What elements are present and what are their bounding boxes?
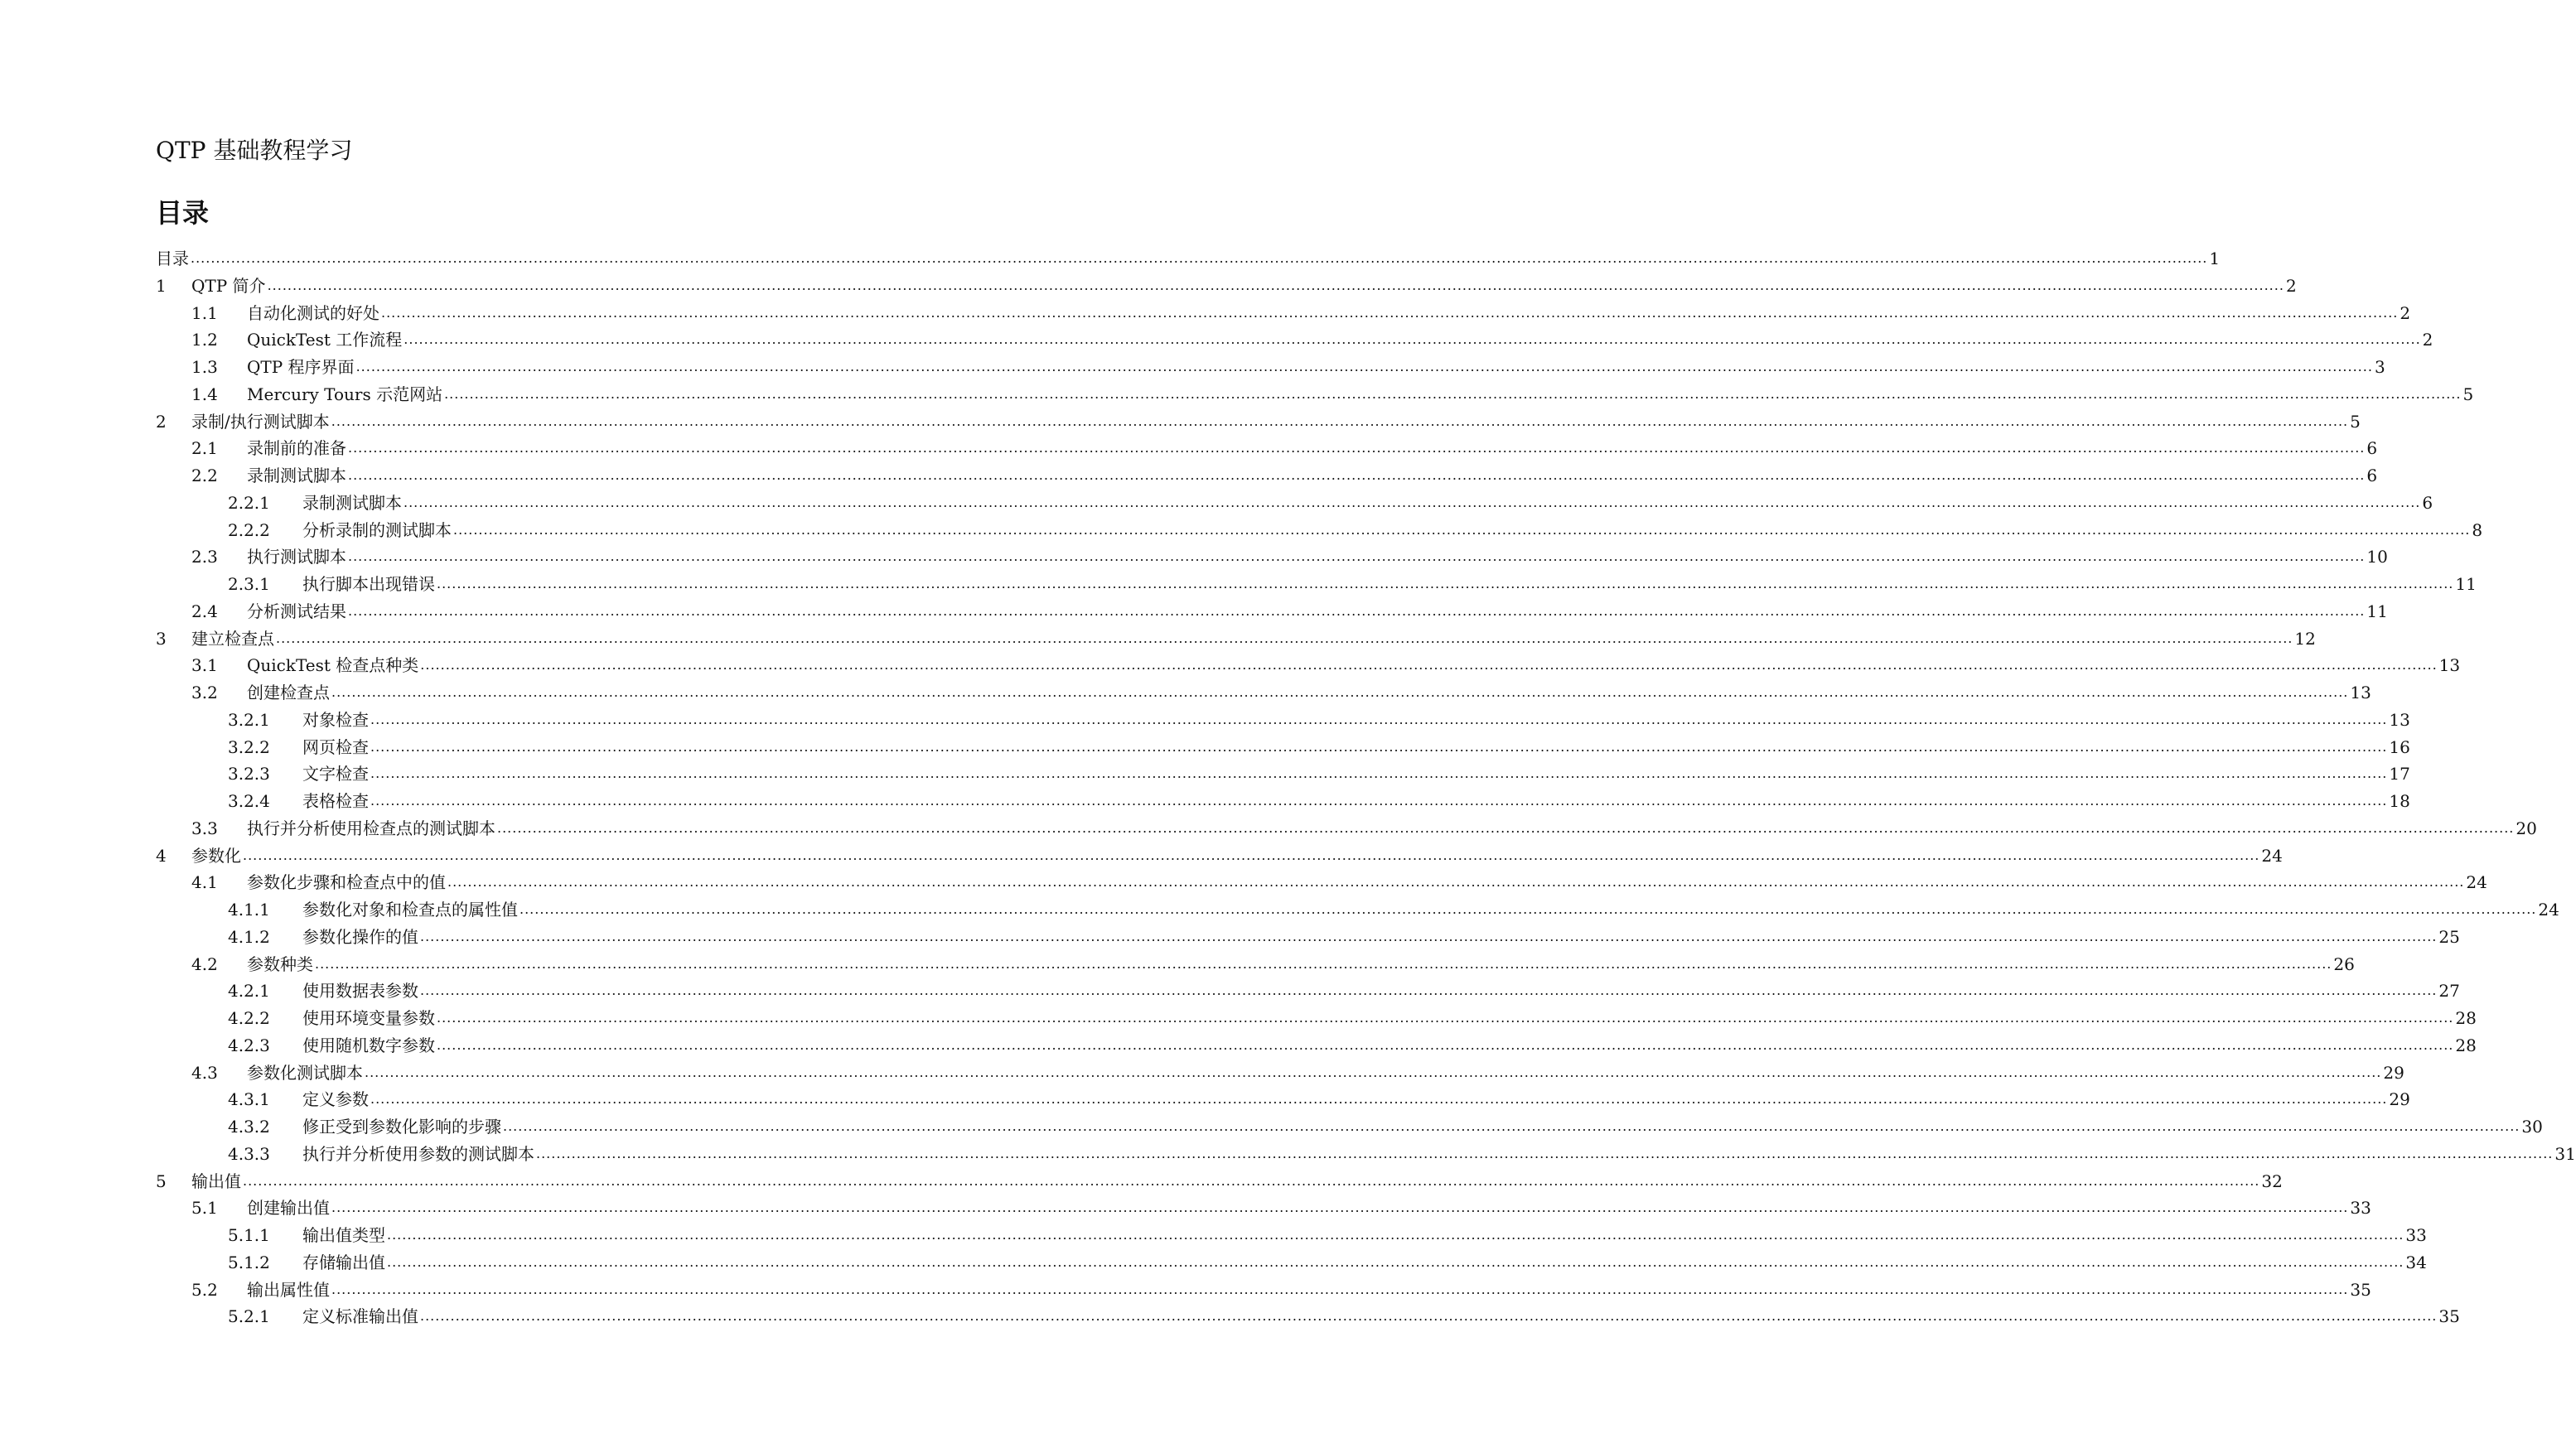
toc-entry[interactable]	[156, 924, 2460, 951]
toc-entry-number: 1	[156, 275, 167, 296]
toc-entry-page-number: 27	[2438, 981, 2460, 1002]
toc-entry[interactable]	[156, 1168, 2283, 1195]
toc-entry-number: 4.1.1	[228, 900, 270, 920]
toc-entry-page-number: 2	[2400, 302, 2411, 323]
toc-entry[interactable]	[156, 734, 2410, 761]
toc-leader-dots: ................................................................................................................................................................................................................................................................................................................................................................................................................	[404, 494, 2421, 510]
toc-entry-number: 2.3	[191, 547, 218, 567]
toc-entry-number: 2	[156, 411, 167, 432]
toc-entry-line	[302, 1222, 2427, 1249]
toc-entry-title: 目录	[156, 245, 189, 273]
toc-entry-page-number: 29	[2383, 1062, 2404, 1083]
toc-entry-title: 存储输出值	[302, 1249, 385, 1277]
toc-entry[interactable]	[156, 326, 2433, 354]
toc-leader-dots: ................................................................................................................................................................................................................................................................................................................................................................................................................	[267, 277, 2284, 293]
toc-entry-number: 1.3	[191, 357, 218, 377]
toc-entry-number: 5.2.1	[228, 1306, 270, 1327]
toc-entry-page-number: 10	[2366, 547, 2388, 567]
toc-entry[interactable]	[156, 408, 2361, 436]
toc-leader-dots: ................................................................................................................................................................................................................................................................................................................................................................................................................	[191, 250, 2208, 266]
toc-leader-dots: ................................................................................................................................................................................................................................................................................................................................................................................................................	[420, 982, 2438, 999]
toc-entry-number: 4.2.3	[228, 1035, 270, 1055]
toc-entry-number: 3.2.1	[228, 709, 270, 730]
toc-entry-line	[191, 1168, 2283, 1195]
toc-entry-title: 录制前的准备	[247, 435, 346, 462]
toc-entry-number: 4.3.2	[228, 1117, 270, 1137]
toc-entry-line	[247, 462, 2378, 490]
toc-entry[interactable]	[156, 1113, 2543, 1141]
toc-entry-page-number: 18	[2389, 791, 2410, 811]
toc-entry-number: 3.3	[191, 818, 218, 838]
toc-entry-page-number: 24	[2261, 845, 2283, 866]
toc-entry-line	[247, 951, 2355, 978]
toc-entry[interactable]	[156, 245, 2221, 273]
toc-entry-page-number: 11	[2455, 574, 2477, 594]
toc-entry-page-number: 13	[2389, 709, 2410, 730]
toc-entry-title: 录制/执行测试脚本	[191, 408, 330, 436]
toc-entry-title: 参数化步骤和检查点中的值	[247, 869, 446, 896]
table-of-contents	[156, 245, 2576, 1330]
toc-entry-line	[302, 924, 2460, 951]
toc-entry-line	[247, 381, 2474, 408]
toc-entry[interactable]	[156, 1141, 2576, 1168]
toc-entry-number: 3.2.3	[228, 764, 270, 784]
toc-entry-number: 4.2.2	[228, 1008, 270, 1028]
toc-entry-title: 自动化测试的好处	[247, 300, 379, 327]
toc-entry-page-number: 28	[2455, 1008, 2477, 1028]
toc-entry-number: 2.1	[191, 438, 218, 459]
toc-entry-page-number: 6	[2366, 438, 2378, 459]
toc-leader-dots: ................................................................................................................................................................................................................................................................................................................................................................................................................	[348, 548, 2366, 565]
toc-entry-page-number: 13	[2438, 655, 2461, 676]
toc-entry[interactable]	[156, 707, 2410, 734]
toc-entry-line	[247, 1060, 2404, 1087]
toc-entry-page-number: 30	[2521, 1117, 2543, 1137]
toc-entry-title: 参数化操作的值	[302, 924, 418, 951]
toc-entry-page-number: 16	[2389, 736, 2410, 757]
toc-entry-title: 对象检查	[302, 707, 369, 734]
toc-entry-line	[302, 1032, 2477, 1060]
toc-leader-dots: ................................................................................................................................................................................................................................................................................................................................................................................................................	[536, 1145, 2554, 1161]
toc-entry-number: 3	[156, 628, 167, 649]
toc-entry-title: Mercury Tours 示范网站	[247, 381, 442, 408]
toc-entry-title: 文字检查	[302, 760, 369, 788]
toc-entry-number: 5	[156, 1171, 167, 1191]
toc-entry-number: 3.2.2	[228, 736, 270, 757]
toc-leader-dots: ................................................................................................................................................................................................................................................................................................................................................................................................................	[243, 1172, 2260, 1189]
toc-entry-number: 3.2	[191, 683, 218, 702]
toc-entry[interactable]	[156, 951, 2355, 978]
toc-entry-number: 4	[156, 845, 167, 866]
toc-entry-page-number: 25	[2438, 926, 2460, 947]
toc-entry-page-number: 13	[2350, 683, 2371, 702]
toc-entry-number: 2.4	[191, 601, 218, 621]
toc-entry-line	[247, 869, 2487, 896]
toc-leader-dots: ................................................................................................................................................................................................................................................................................................................................................................................................................	[370, 711, 2388, 727]
toc-entry[interactable]	[156, 517, 2483, 544]
toc-entry-line	[302, 1303, 2460, 1330]
toc-entry-title: 建立检查点	[191, 625, 274, 653]
toc-entry-title: 分析录制的测试脚本	[302, 517, 452, 544]
toc-entry-line	[247, 815, 2537, 842]
toc-entry-title: 修正受到参数化影响的步骤	[302, 1113, 501, 1141]
toc-entry[interactable]	[156, 896, 2559, 924]
toc-entry-line	[191, 625, 2316, 653]
toc-leader-dots: ................................................................................................................................................................................................................................................................................................................................................................................................................	[444, 385, 2462, 402]
toc-entry-title: 输出值类型	[302, 1222, 385, 1249]
toc-entry-number: 3.1	[191, 655, 218, 676]
toc-leader-dots: ................................................................................................................................................................................................................................................................................................................................................................................................................	[370, 765, 2388, 782]
toc-leader-dots: ................................................................................................................................................................................................................................................................................................................................................................................................................	[370, 738, 2388, 755]
toc-leader-dots: ................................................................................................................................................................................................................................................................................................................................................................................................................	[520, 901, 2537, 917]
toc-entry-line	[247, 1277, 2371, 1304]
toc-leader-dots: ................................................................................................................................................................................................................................................................................................................................................................................................................	[387, 1253, 2404, 1270]
toc-entry[interactable]	[156, 1086, 2410, 1113]
toc-entry-title: 录制测试脚本	[247, 462, 346, 490]
toc-entry-title: 参数化对象和检查点的属性值	[302, 896, 518, 924]
toc-leader-dots: ................................................................................................................................................................................................................................................................................................................................................................................................................	[243, 847, 2260, 863]
toc-entry-number: 2.3.1	[228, 574, 270, 594]
toc-entry-title: 执行并分析使用参数的测试脚本	[302, 1141, 534, 1168]
toc-entry-title: 分析测试结果	[247, 598, 346, 625]
toc-entry[interactable]	[156, 869, 2487, 896]
toc-entry-page-number: 1	[2209, 249, 2221, 268]
toc-entry[interactable]	[156, 273, 2297, 300]
toc-entry-line	[247, 652, 2461, 679]
toc-entry-page-number: 34	[2405, 1252, 2427, 1272]
toc-entry[interactable]	[156, 679, 2371, 707]
toc-entry-title: 网页检查	[302, 734, 369, 761]
toc-entry-line	[191, 842, 2283, 870]
toc-leader-dots: ................................................................................................................................................................................................................................................................................................................................................................................................................	[404, 331, 2421, 348]
toc-entry-title: 创建检查点	[247, 679, 330, 707]
toc-entry-number: 4.1.2	[228, 926, 270, 947]
toc-entry-page-number: 11	[2366, 601, 2388, 621]
toc-entry-number: 1.1	[191, 302, 218, 323]
toc-entry-page-number: 24	[2538, 900, 2559, 920]
toc-entry[interactable]	[156, 435, 2378, 462]
toc-entry-title: 使用数据表参数	[302, 978, 418, 1005]
toc-entry-title: QuickTest 检查点种类	[247, 652, 418, 679]
toc-entry-number: 4.2	[191, 953, 218, 974]
toc-entry-title: 参数种类	[247, 951, 313, 978]
toc-entry-number: 2.2.2	[228, 519, 270, 540]
toc-entry-number: 4.3.3	[228, 1143, 270, 1164]
toc-entry-number: 3.2.4	[228, 791, 270, 811]
toc-entry-title: 表格检查	[302, 788, 369, 815]
toc-leader-dots: ................................................................................................................................................................................................................................................................................................................................................................................................................	[420, 1308, 2438, 1325]
toc-entry-title: 录制测试脚本	[302, 490, 402, 517]
document-title: QTP 基础教程学习	[156, 137, 353, 164]
toc-entry-page-number: 2	[2285, 275, 2297, 296]
toc-entry-number: 5.1.1	[228, 1225, 270, 1245]
toc-entry-page-number: 12	[2294, 628, 2316, 649]
toc-entry-line	[247, 300, 2411, 327]
toc-leader-dots: ................................................................................................................................................................................................................................................................................................................................................................................................................	[276, 630, 2293, 646]
toc-entry-page-number: 6	[2422, 492, 2433, 513]
toc-entry-number: 1.4	[191, 384, 218, 404]
toc-entry-title: 创建输出值	[247, 1195, 330, 1222]
toc-entry-line	[302, 707, 2410, 734]
toc-entry-title: 执行脚本出现错误	[302, 571, 435, 598]
toc-entry-page-number: 32	[2261, 1171, 2283, 1191]
toc-entry-number: 5.1.2	[228, 1252, 270, 1272]
toc-entry-page-number: 17	[2389, 764, 2410, 784]
toc-entry-page-number: 5	[2350, 411, 2361, 432]
toc-entry-line	[247, 435, 2378, 462]
toc-entry-line	[302, 571, 2477, 598]
toc-entry[interactable]	[156, 978, 2460, 1005]
toc-entry-page-number: 35	[2438, 1306, 2460, 1327]
toc-entry-title: 使用随机数字参数	[302, 1032, 435, 1060]
toc-leader-dots: ................................................................................................................................................................................................................................................................................................................................................................................................................	[315, 955, 2332, 972]
toc-entry-page-number: 6	[2366, 466, 2378, 485]
toc-entry-page-number: 8	[2472, 519, 2483, 540]
toc-leader-dots: ................................................................................................................................................................................................................................................................................................................................................................................................................	[453, 521, 2471, 538]
toc-entry-line	[302, 1141, 2576, 1168]
toc-leader-dots: ................................................................................................................................................................................................................................................................................................................................................................................................................	[348, 440, 2366, 456]
toc-entry[interactable]	[156, 788, 2410, 815]
toc-entry-line	[302, 517, 2483, 544]
toc-leader-dots: ................................................................................................................................................................................................................................................................................................................................................................................................................	[331, 684, 2349, 700]
toc-entry-page-number: 35	[2350, 1279, 2371, 1300]
toc-leader-dots: ................................................................................................................................................................................................................................................................................................................................................................................................................	[370, 1091, 2388, 1108]
toc-leader-dots: ................................................................................................................................................................................................................................................................................................................................................................................................................	[497, 819, 2515, 836]
toc-entry-title: 参数化	[191, 842, 241, 870]
toc-entry-number: 5.1	[191, 1198, 218, 1219]
toc-leader-dots: ................................................................................................................................................................................................................................................................................................................................................................................................................	[331, 1200, 2349, 1216]
toc-entry[interactable]	[156, 598, 2388, 625]
toc-entry-page-number: 33	[2405, 1225, 2427, 1245]
toc-entry[interactable]	[156, 1222, 2427, 1249]
toc-entry-number: 2.2	[191, 466, 218, 485]
toc-entry[interactable]	[156, 1249, 2427, 1277]
toc-entry-line	[247, 1195, 2371, 1222]
toc-entry-line	[302, 788, 2410, 815]
toc-entry-number: 1.2	[191, 330, 218, 350]
toc-entry-title: 输出属性值	[247, 1277, 330, 1304]
toc-entry-line	[302, 490, 2433, 517]
toc-leader-dots: ................................................................................................................................................................................................................................................................................................................................................................................................................	[437, 1036, 2454, 1053]
toc-leader-dots: ................................................................................................................................................................................................................................................................................................................................................................................................................	[348, 602, 2366, 619]
toc-entry-line	[247, 354, 2385, 381]
toc-leader-dots: ................................................................................................................................................................................................................................................................................................................................................................................................................	[437, 576, 2454, 591]
toc-leader-dots: ................................................................................................................................................................................................................................................................................................................................................................................................................	[381, 304, 2399, 321]
toc-entry-line	[247, 598, 2388, 625]
toc-leader-dots: ................................................................................................................................................................................................................................................................................................................................................................................................................	[387, 1227, 2404, 1243]
toc-entry[interactable]	[156, 543, 2388, 571]
toc-entry-page-number: 24	[2466, 872, 2487, 893]
toc-entry-line	[302, 734, 2410, 761]
toc-leader-dots: ................................................................................................................................................................................................................................................................................................................................................................................................................	[331, 1281, 2349, 1297]
toc-entry-number: 4.1	[191, 872, 218, 893]
toc-entry-page-number: 29	[2389, 1089, 2410, 1110]
toc-entry-page-number: 26	[2333, 953, 2355, 974]
toc-entry-line	[302, 760, 2410, 788]
toc-entry-page-number: 3	[2374, 357, 2385, 377]
toc-entry-number: 4.3.1	[228, 1089, 270, 1110]
toc-leader-dots: ................................................................................................................................................................................................................................................................................................................................................................................................................	[420, 657, 2438, 673]
toc-entry-title: QTP 简介	[191, 273, 266, 300]
toc-entry-page-number: 20	[2516, 818, 2537, 838]
toc-leader-dots: ................................................................................................................................................................................................................................................................................................................................................................................................................	[355, 359, 2373, 374]
toc-entry[interactable]	[156, 625, 2316, 653]
toc-entry-title: QTP 程序界面	[247, 354, 355, 381]
toc-entry-line	[302, 978, 2460, 1005]
toc-entry-page-number: 31	[2554, 1143, 2576, 1164]
toc-entry-page-number: 5	[2462, 384, 2474, 404]
toc-entry-title: 执行并分析使用检查点的测试脚本	[247, 815, 495, 842]
toc-entry[interactable]	[156, 760, 2410, 788]
toc-entry[interactable]	[156, 1032, 2477, 1060]
toc-leader-dots: ................................................................................................................................................................................................................................................................................................................................................................................................................	[348, 467, 2366, 483]
toc-entry-line	[247, 326, 2433, 354]
toc-leader-dots: ................................................................................................................................................................................................................................................................................................................................................................................................................	[370, 793, 2388, 809]
toc-entry-title: 执行测试脚本	[247, 543, 346, 571]
toc-entry-line	[302, 1113, 2543, 1141]
toc-entry-number: 4.3	[191, 1062, 218, 1083]
toc-leader-dots: ................................................................................................................................................................................................................................................................................................................................................................................................................	[503, 1118, 2520, 1134]
toc-entry-line	[302, 1086, 2410, 1113]
toc-entry-line	[191, 408, 2361, 436]
toc-entry-title: 参数化测试脚本	[247, 1060, 363, 1087]
toc-entry-title: QuickTest 工作流程	[247, 326, 402, 354]
toc-entry-title: 定义标准输出值	[302, 1303, 418, 1330]
toc-entry[interactable]	[156, 815, 2537, 842]
toc-leader-dots: ................................................................................................................................................................................................................................................................................................................................................................................................................	[420, 928, 2438, 944]
toc-entry-title: 使用环境变量参数	[302, 1005, 435, 1032]
toc-leader-dots: ................................................................................................................................................................................................................................................................................................................................................................................................................	[437, 1010, 2454, 1026]
toc-entry[interactable]	[156, 1060, 2404, 1087]
toc-entry-line	[302, 1249, 2427, 1277]
toc-entry-line	[156, 245, 2221, 273]
toc-entry[interactable]	[156, 1005, 2477, 1032]
toc-entry-line	[191, 273, 2297, 300]
toc-entry[interactable]	[156, 842, 2283, 870]
toc-entry-number: 2.2.1	[228, 492, 270, 513]
toc-leader-dots: ................................................................................................................................................................................................................................................................................................................................................................................................................	[447, 874, 2465, 891]
toc-leader-dots: ................................................................................................................................................................................................................................................................................................................................................................................................................	[365, 1064, 2382, 1080]
toc-entry[interactable]	[156, 300, 2411, 327]
toc-entry-number: 4.2.1	[228, 981, 270, 1002]
toc-entry[interactable]	[156, 1195, 2371, 1222]
toc-entry-page-number: 2	[2422, 330, 2433, 350]
toc-entry-title: 定义参数	[302, 1086, 369, 1113]
toc-entry-page-number: 28	[2455, 1035, 2477, 1055]
toc-entry-line	[247, 543, 2388, 571]
toc-entry-line	[247, 679, 2371, 707]
toc-heading: 目录	[156, 197, 210, 229]
toc-entry[interactable]	[156, 381, 2474, 408]
toc-entry[interactable]	[156, 1277, 2371, 1304]
toc-entry[interactable]	[156, 462, 2378, 490]
toc-leader-dots: ................................................................................................................................................................................................................................................................................................................................................................................................................	[331, 413, 2349, 429]
toc-entry-number: 5.2	[191, 1279, 218, 1300]
toc-entry-line	[302, 896, 2559, 924]
toc-entry[interactable]	[156, 1303, 2460, 1330]
toc-entry[interactable]	[156, 354, 2385, 381]
toc-entry[interactable]	[156, 490, 2433, 517]
toc-entry[interactable]	[156, 571, 2477, 598]
toc-entry[interactable]	[156, 652, 2461, 679]
toc-entry-title: 输出值	[191, 1168, 241, 1195]
toc-entry-line	[302, 1005, 2477, 1032]
toc-entry-page-number: 33	[2350, 1198, 2371, 1219]
